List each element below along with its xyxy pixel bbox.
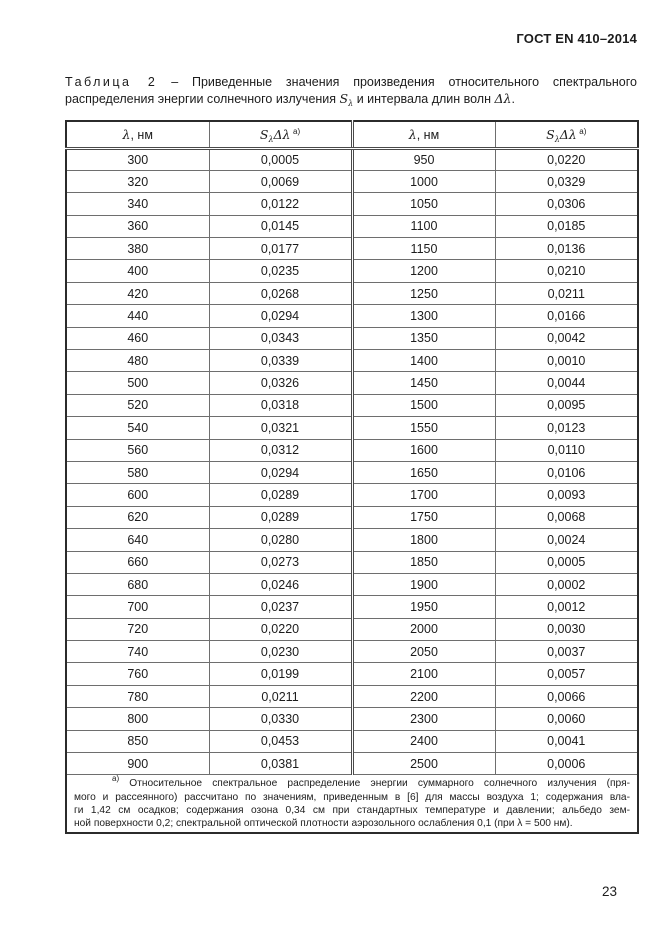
lambda-cell: 2050 bbox=[352, 641, 495, 663]
value-cell: 0,0339 bbox=[209, 350, 352, 372]
value-cell: 0,0002 bbox=[495, 573, 638, 595]
value-cell: 0,0230 bbox=[209, 641, 352, 663]
table-row bbox=[66, 753, 638, 775]
lambda-cell: 440 bbox=[66, 305, 209, 327]
table-title-label: Таблица 2 bbox=[65, 75, 158, 89]
value-cell: 0,0068 bbox=[495, 506, 638, 528]
lambda-cell: 620 bbox=[66, 506, 209, 528]
table-title-text2: распределения энергии солнечного излучения bbox=[65, 91, 337, 106]
lambda-cell: 1100 bbox=[352, 215, 495, 237]
table-row bbox=[66, 238, 638, 260]
lambda-cell: 700 bbox=[66, 596, 209, 618]
lambda-cell: 950 bbox=[352, 148, 495, 170]
value-cell: 0,0037 bbox=[495, 641, 638, 663]
table-row bbox=[66, 708, 638, 730]
lambda-cell: 1050 bbox=[352, 193, 495, 215]
lambda-cell: 480 bbox=[66, 350, 209, 372]
table-row bbox=[66, 685, 638, 707]
value-cell: 0,0211 bbox=[209, 685, 352, 707]
value-cell: 0,0012 bbox=[495, 596, 638, 618]
table-row bbox=[66, 573, 638, 595]
table-title-dash: – bbox=[171, 75, 179, 89]
value-cell: 0,0005 bbox=[495, 551, 638, 573]
value-cell: 0,0220 bbox=[495, 148, 638, 170]
footnote-row bbox=[66, 775, 638, 834]
value-cell: 0,0136 bbox=[495, 238, 638, 260]
value-cell: 0,0041 bbox=[495, 730, 638, 752]
value-cell: 0,0211 bbox=[495, 282, 638, 304]
table-row bbox=[66, 148, 638, 170]
lambda-cell: 540 bbox=[66, 417, 209, 439]
value-cell: 0,0273 bbox=[209, 551, 352, 573]
value-cell: 0,0185 bbox=[495, 215, 638, 237]
lambda-cell: 800 bbox=[66, 708, 209, 730]
table-row bbox=[66, 350, 638, 372]
lambda-cell: 460 bbox=[66, 327, 209, 349]
table-title-text3: и интервала длин волн bbox=[356, 91, 492, 106]
footnote-line-4: ной поверхности 0,2; спектральной оптической плотности аэрозольного ослабления 0,1 (при λ = 500 нм). bbox=[74, 818, 573, 830]
value-cell: 0,0093 bbox=[495, 484, 638, 506]
value-cell: 0,0235 bbox=[209, 260, 352, 282]
doc-header: ГОСТ EN 410–2014 bbox=[516, 31, 637, 46]
lambda-cell: 1450 bbox=[352, 372, 495, 394]
table-body bbox=[66, 148, 638, 775]
value-cell: 0,0312 bbox=[209, 439, 352, 461]
value-cell: 0,0005 bbox=[209, 148, 352, 170]
value-cell: 0,0024 bbox=[495, 529, 638, 551]
value-cell: 0,0177 bbox=[209, 238, 352, 260]
table-row bbox=[66, 305, 638, 327]
lambda-cell: 1550 bbox=[352, 417, 495, 439]
lambda-cell: 1600 bbox=[352, 439, 495, 461]
lambda-cell: 360 bbox=[66, 215, 209, 237]
value-cell: 0,0237 bbox=[209, 596, 352, 618]
value-cell: 0,0330 bbox=[209, 708, 352, 730]
lambda-cell: 1700 bbox=[352, 484, 495, 506]
table-row bbox=[66, 506, 638, 528]
value-cell: 0,0044 bbox=[495, 372, 638, 394]
lambda-cell: 1950 bbox=[352, 596, 495, 618]
value-cell: 0,0306 bbox=[495, 193, 638, 215]
lambda-cell: 740 bbox=[66, 641, 209, 663]
lambda-cell: 2200 bbox=[352, 685, 495, 707]
lambda-cell: 1200 bbox=[352, 260, 495, 282]
table-title-line1 bbox=[65, 74, 637, 91]
lambda-cell: 780 bbox=[66, 685, 209, 707]
lambda-cell: 850 bbox=[66, 730, 209, 752]
lambda-cell: 2400 bbox=[352, 730, 495, 752]
lambda-cell: 1250 bbox=[352, 282, 495, 304]
table-row bbox=[66, 260, 638, 282]
lambda-cell: 1850 bbox=[352, 551, 495, 573]
value-cell: 0,0294 bbox=[209, 461, 352, 483]
lambda-cell: 1150 bbox=[352, 238, 495, 260]
lambda-cell: 680 bbox=[66, 573, 209, 595]
lambda-cell: 300 bbox=[66, 148, 209, 170]
formula-delta-lambda: Δλ bbox=[494, 90, 512, 106]
value-cell: 0,0326 bbox=[209, 372, 352, 394]
table-row bbox=[66, 730, 638, 752]
lambda-cell: 1900 bbox=[352, 573, 495, 595]
lambda-cell: 660 bbox=[66, 551, 209, 573]
lambda-cell: 2500 bbox=[352, 753, 495, 775]
value-cell: 0,0030 bbox=[495, 618, 638, 640]
table-row bbox=[66, 618, 638, 640]
value-cell: 0,0220 bbox=[209, 618, 352, 640]
table-row bbox=[66, 394, 638, 416]
value-cell: 0,0122 bbox=[209, 193, 352, 215]
lambda-cell: 2000 bbox=[352, 618, 495, 640]
footnote-line-3: ги 1,42 см осадков; содержания озона 0,34 см при стандартных температуре и давлении; альбедо зем- bbox=[74, 804, 630, 816]
value-cell: 0,0210 bbox=[495, 260, 638, 282]
value-cell: 0,0343 bbox=[209, 327, 352, 349]
footnote-line-1: $^{а)}$ Относительное спектральное распределение энергии суммарного солнечного излучения (пря- bbox=[112, 774, 630, 790]
lambda-cell: 2300 bbox=[352, 708, 495, 730]
table-row bbox=[66, 439, 638, 461]
spectral-table bbox=[65, 120, 639, 834]
lambda-cell: 1800 bbox=[352, 529, 495, 551]
lambda-cell: 520 bbox=[66, 394, 209, 416]
lambda-cell: 1000 bbox=[352, 170, 495, 192]
table-row bbox=[66, 529, 638, 551]
table-row bbox=[66, 484, 638, 506]
lambda-cell: 640 bbox=[66, 529, 209, 551]
value-cell: 0,0294 bbox=[209, 305, 352, 327]
table-row bbox=[66, 282, 638, 304]
table-row bbox=[66, 193, 638, 215]
lambda-cell: 2100 bbox=[352, 663, 495, 685]
table-title-text1: Приведенные значения произведения относительного спектрального bbox=[192, 75, 637, 89]
value-cell: 0,0329 bbox=[495, 170, 638, 192]
value-cell: 0,0268 bbox=[209, 282, 352, 304]
table-row bbox=[66, 663, 638, 685]
lambda-cell: 580 bbox=[66, 461, 209, 483]
value-cell: 0,0057 bbox=[495, 663, 638, 685]
lambda-cell: 1650 bbox=[352, 461, 495, 483]
lambda-cell: 500 bbox=[66, 372, 209, 394]
lambda-cell: 340 bbox=[66, 193, 209, 215]
lambda-cell: 760 bbox=[66, 663, 209, 685]
value-cell: 0,0123 bbox=[495, 417, 638, 439]
lambda-cell: 1350 bbox=[352, 327, 495, 349]
header-lambda-left: λ, нм bbox=[66, 121, 209, 148]
table-row bbox=[66, 461, 638, 483]
value-cell: 0,0246 bbox=[209, 573, 352, 595]
table-row bbox=[66, 215, 638, 237]
value-cell: 0,0069 bbox=[209, 170, 352, 192]
lambda-cell: 600 bbox=[66, 484, 209, 506]
value-cell: 0,0095 bbox=[495, 394, 638, 416]
lambda-cell: 720 bbox=[66, 618, 209, 640]
lambda-cell: 320 bbox=[66, 170, 209, 192]
formula-S-lambda: $S_\lambda$ bbox=[339, 90, 354, 108]
value-cell: 0,0060 bbox=[495, 708, 638, 730]
table-row bbox=[66, 641, 638, 663]
footnote-cell bbox=[66, 775, 638, 834]
value-cell: 0,0289 bbox=[209, 506, 352, 528]
lambda-cell: 900 bbox=[66, 753, 209, 775]
value-cell: 0,0381 bbox=[209, 753, 352, 775]
table-row bbox=[66, 327, 638, 349]
value-cell: 0,0006 bbox=[495, 753, 638, 775]
value-cell: 0,0453 bbox=[209, 730, 352, 752]
value-cell: 0,0166 bbox=[495, 305, 638, 327]
lambda-cell: 380 bbox=[66, 238, 209, 260]
lambda-cell: 1300 bbox=[352, 305, 495, 327]
value-cell: 0,0280 bbox=[209, 529, 352, 551]
value-cell: 0,0066 bbox=[495, 685, 638, 707]
value-cell: 0,0318 bbox=[209, 394, 352, 416]
header-S-delta-right: $S_\lambda\Delta\lambda$ $^{а)}$ bbox=[495, 121, 638, 148]
lambda-cell: 400 bbox=[66, 260, 209, 282]
footnote-line-2: мого и рассеянного) рассчитано по значениям, приведенным в [6] для массы воздуха 1; содержания вла- bbox=[74, 791, 630, 803]
value-cell: 0,0289 bbox=[209, 484, 352, 506]
value-cell: 0,0199 bbox=[209, 663, 352, 685]
table-header bbox=[66, 121, 638, 148]
value-cell: 0,0321 bbox=[209, 417, 352, 439]
value-cell: 0,0106 bbox=[495, 461, 638, 483]
value-cell: 0,0042 bbox=[495, 327, 638, 349]
table-row bbox=[66, 170, 638, 192]
value-cell: 0,0145 bbox=[209, 215, 352, 237]
page-number: 23 bbox=[601, 884, 617, 900]
header-S-delta-left: $S_\lambda\Delta\lambda$ $^{а)}$ bbox=[209, 121, 352, 148]
lambda-cell: 420 bbox=[66, 282, 209, 304]
table-row bbox=[66, 417, 638, 439]
header-lambda-right: λ, нм bbox=[352, 121, 495, 148]
table-title-line2 bbox=[65, 91, 637, 108]
table-row bbox=[66, 551, 638, 573]
title-period: . bbox=[511, 91, 515, 106]
table-row bbox=[66, 372, 638, 394]
lambda-cell: 560 bbox=[66, 439, 209, 461]
value-cell: 0,0110 bbox=[495, 439, 638, 461]
table-title bbox=[65, 74, 637, 107]
lambda-cell: 1750 bbox=[352, 506, 495, 528]
lambda-cell: 1400 bbox=[352, 350, 495, 372]
header-row bbox=[66, 121, 638, 148]
value-cell: 0,0010 bbox=[495, 350, 638, 372]
table-row bbox=[66, 596, 638, 618]
lambda-cell: 1500 bbox=[352, 394, 495, 416]
